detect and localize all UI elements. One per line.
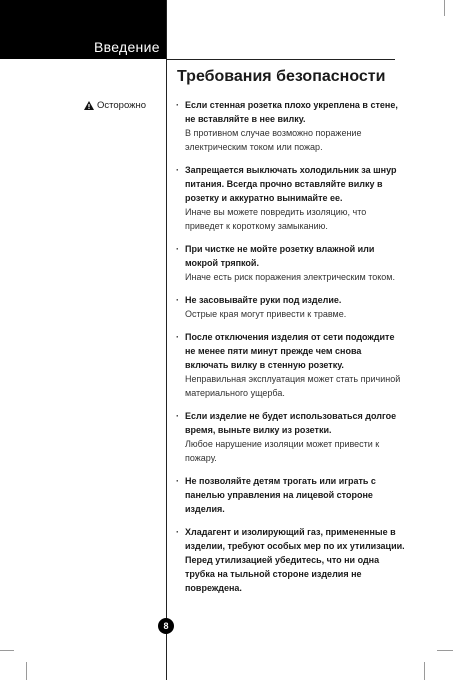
section-header-bar [0, 0, 166, 59]
bullet: · [176, 411, 179, 421]
bullet: · [176, 332, 179, 342]
item-bold-text: Не засовывайте руки под изделие. [185, 295, 342, 305]
list-item [176, 409, 406, 465]
item-bold-text: После отключения изделия от сети подождите не менее пяти минут прежде чем снова включать вилку в стенную розетку. [185, 332, 395, 370]
item-note: В противном случае возможно поражение электрическим током или пожар. [185, 128, 362, 152]
header-rule-right [166, 59, 395, 60]
crop-mark-top-right [444, 0, 445, 16]
caution-label [84, 100, 146, 111]
crop-mark-bottom-left [26, 662, 27, 680]
list-item [176, 163, 406, 233]
crop-mark-bottom-right [424, 662, 425, 680]
bullet: · [176, 527, 179, 537]
bullet: · [176, 295, 179, 305]
crop-mark-right-bottom [437, 650, 453, 651]
bullet: · [176, 165, 179, 175]
item-bold-text: Запрещается выключать холодильник за шнур питания. Всегда прочно вставляйте вилку в розетку и аккуратно вынимайте ее. [185, 165, 397, 203]
list-item [176, 293, 406, 321]
item-note: Любое нарушение изоляции может привести к пожару. [185, 439, 380, 463]
page-number: 8 [158, 618, 174, 634]
item-note: Иначе есть риск поражения электрическим током. [185, 272, 395, 282]
crop-mark-left-bottom [0, 650, 14, 651]
bullet: · [176, 244, 179, 254]
item-bold-text: Если стенная розетка плохо укреплена в стене, не вставляйте в нее вилку. [185, 100, 398, 124]
list-item [176, 525, 406, 595]
item-bold-text: Не позволяйте детям трогать или играть с панелью управления на лицевой стороне изделия. [185, 476, 376, 514]
list-item [176, 242, 406, 284]
caution-text: Осторожно [97, 100, 147, 111]
warning-triangle-icon [84, 101, 94, 110]
list-item [176, 330, 406, 400]
page-heading: Требования безопасности [177, 68, 386, 85]
item-note: Острые края могут привести к травме. [185, 309, 347, 319]
item-bold-text: Хладагент и изолирующий газ, примененные в изделии, требуют особых мер по их утилизации. Перед утилизацией убедитесь, что ни одна трубка на тыльной стороне изделия не повреждена. [185, 527, 405, 593]
item-bold-text: При чистке не мойте розетку влажной или мокрой тряпкой. [185, 244, 375, 268]
item-note: Неправильная эксплуатация может стать причиной материального ущерба. [185, 374, 401, 398]
section-title: Введение [94, 39, 160, 55]
bullet: · [176, 476, 179, 486]
item-bold-text: Если изделие не будет использоваться долгое время, выньте вилку из розетки. [185, 411, 397, 435]
column-divider [166, 0, 167, 680]
item-note: Иначе вы можете повредить изоляцию, что приведет к короткому замыканию. [185, 207, 367, 231]
bullet: · [176, 100, 179, 110]
list-item [176, 98, 406, 154]
list-item [176, 474, 406, 516]
safety-list [176, 98, 406, 604]
